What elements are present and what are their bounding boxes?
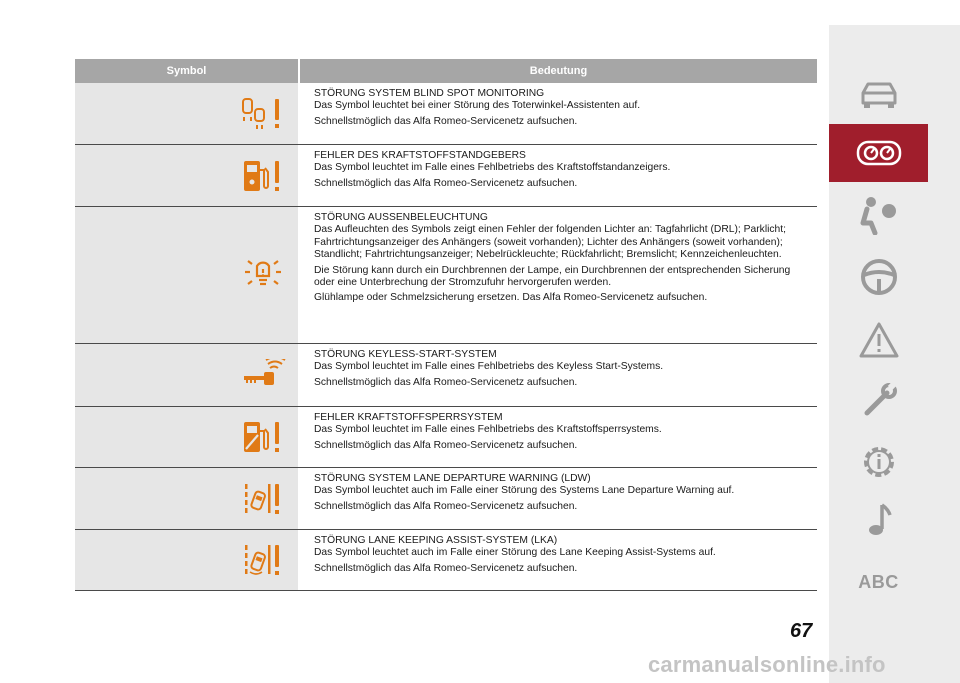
lane-departure-fault-icon — [240, 481, 286, 517]
chapter-driving[interactable] — [829, 248, 928, 306]
row-title: FEHLER KRAFTSTOFFSPERRSYSTEM — [314, 412, 503, 423]
row-title: FEHLER DES KRAFTSTOFFSTANDGEBERS — [314, 150, 526, 161]
chapter-safety[interactable] — [829, 186, 928, 244]
row-title: STÖRUNG SYSTEM BLIND SPOT MONITORING — [314, 88, 545, 99]
row-text: Schnellstmöglich das Alfa Romeo-Servicenetz aufsuchen. — [314, 562, 578, 574]
header-meaning: Bedeutung — [298, 59, 817, 83]
row-text: Schnellstmöglich das Alfa Romeo-Servicenetz aufsuchen. — [314, 500, 578, 512]
chapter-sidebar — [829, 25, 960, 683]
exterior-light-fault-icon — [244, 256, 282, 294]
info-gear-icon — [859, 442, 899, 482]
watermark: carmanualsonline.info — [648, 652, 886, 677]
chapter-technical-data[interactable] — [829, 433, 928, 491]
table-row — [75, 344, 817, 407]
chapter-maintenance[interactable] — [829, 372, 928, 430]
row-title: STÖRUNG AUSSENBELEUCHTUNG — [314, 212, 488, 223]
table-row — [75, 530, 817, 591]
row-title: STÖRUNG SYSTEM LANE DEPARTURE WARNING (LDW) — [314, 473, 591, 484]
chapter-dashboard[interactable] — [829, 124, 928, 182]
row-text: Das Symbol leuchtet auch im Falle einer Störung des Lane Keeping Assist-Systems auf. — [314, 547, 716, 559]
table-row — [75, 83, 817, 145]
table-header — [75, 59, 817, 83]
dashboard-gauges-icon — [856, 140, 902, 166]
blind-spot-fault-icon — [240, 97, 286, 131]
row-title: STÖRUNG LANE KEEPING ASSIST-SYSTEM (LKA) — [314, 535, 558, 546]
row-text: Das Symbol leuchtet auch im Falle einer Störung des Systems Lane Departure Warning auf. — [314, 485, 735, 497]
keyless-start-fault-icon — [240, 359, 286, 391]
table-row — [75, 407, 817, 468]
symbol-table — [75, 59, 817, 591]
warning-triangle-icon — [858, 321, 900, 359]
chapter-car[interactable] — [829, 65, 928, 123]
row-text: Das Symbol leuchtet bei einer Störung des Toterwinkel-Assistenten auf. — [314, 100, 641, 112]
table-row — [75, 468, 817, 530]
wrench-icon — [859, 381, 899, 421]
row-text: Das Aufleuchten des Symbols zeigt einen Fehler der folgenden Lichter an: Tagfahrlicht (DRL); Parklicht; Fahrtrichtungsanzeiger des Anhängers (soweit vorhanden); Lichter des Anhängers (soweit vorhanden); Standlicht; Fahrtrichtungsanzeiger; Nebelrückleuchte; Rückfahrlicht; Bremslicht; Kennzeichenleuchten. — [314, 224, 787, 261]
page-number: 67 — [790, 620, 813, 642]
row-text: Schnellstmöglich das Alfa Romeo-Servicenetz aufsuchen. — [314, 439, 578, 451]
lane-keeping-fault-icon — [240, 542, 286, 578]
index-label: ABC — [858, 571, 899, 592]
table-row — [75, 207, 817, 344]
chapter-index[interactable] — [829, 553, 928, 611]
row-text: Glühlampe oder Schmelzsicherung ersetzen. Das Alfa Romeo-Servicenetz aufsuchen. — [314, 292, 708, 304]
chapter-multimedia[interactable] — [829, 491, 928, 549]
fuel-gauge-fault-icon — [240, 158, 286, 194]
airbag-icon — [859, 195, 899, 235]
steering-wheel-icon — [859, 257, 899, 297]
music-note-icon — [864, 501, 894, 539]
chapter-emergency[interactable] — [829, 311, 928, 369]
fuel-cutoff-fault-icon — [240, 419, 286, 455]
table-row — [75, 145, 817, 207]
row-text: Schnellstmöglich das Alfa Romeo-Servicenetz aufsuchen. — [314, 115, 578, 127]
row-text: Das Symbol leuchtet im Falle eines Fehlbetriebs des Keyless Start-Systems. — [314, 361, 664, 373]
row-text: Schnellstmöglich das Alfa Romeo-Servicenetz aufsuchen. — [314, 177, 578, 189]
row-text: Die Störung kann durch ein Durchbrennen der Lampe, ein Durchbrennen der entsprechenden Sicherung oder eine Unterbrechung der Stromzufuhr hervorgerufen werden. — [314, 264, 791, 289]
row-title: STÖRUNG KEYLESS-START-SYSTEM — [314, 349, 497, 360]
header-symbol: Symbol — [166, 65, 207, 77]
row-text: Das Symbol leuchtet im Falle eines Fehlbetriebs des Kraftstoffstandanzeigers. — [314, 162, 671, 174]
row-text: Das Symbol leuchtet im Falle eines Fehlbetriebs des Kraftstoffsperrsystems. — [314, 424, 662, 436]
row-text: Schnellstmöglich das Alfa Romeo-Servicenetz aufsuchen. — [314, 376, 578, 388]
car-icon — [857, 79, 901, 109]
